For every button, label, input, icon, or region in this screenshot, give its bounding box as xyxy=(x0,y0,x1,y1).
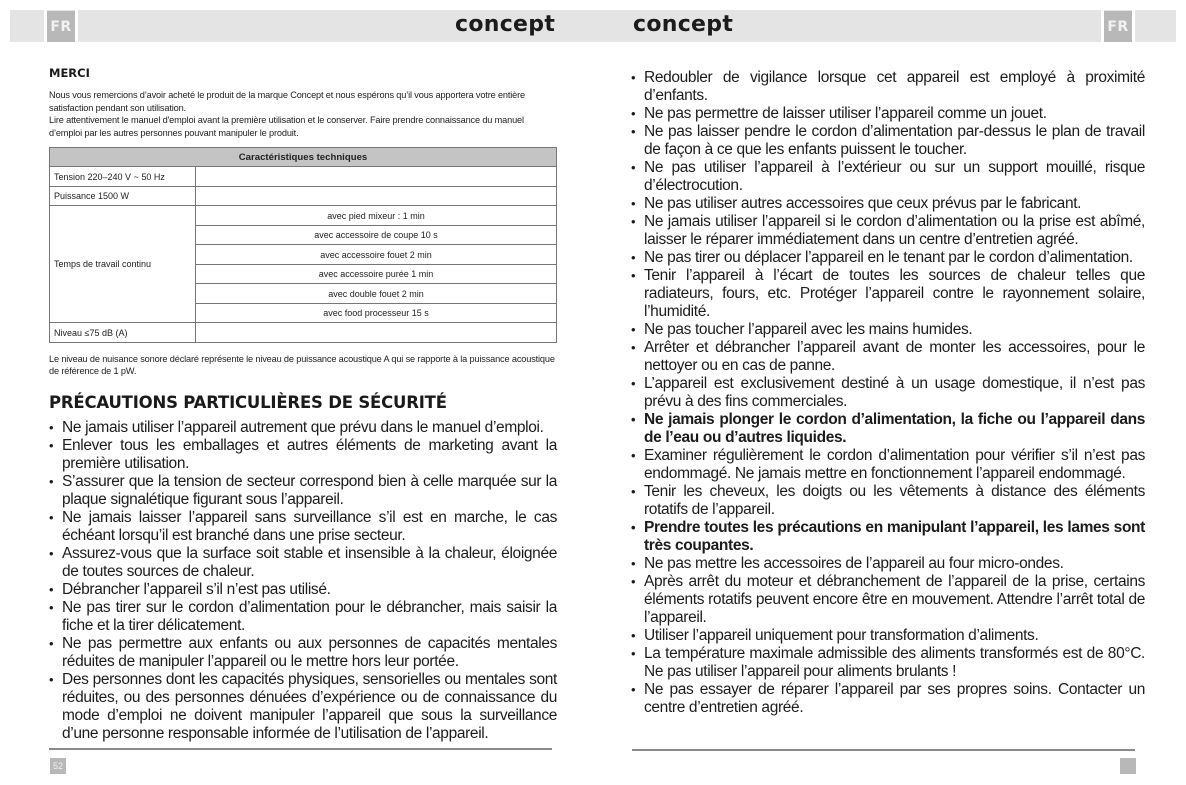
list-item: • Ne jamais utiliser l’appareil autrement que prévu dans le manuel d’emploi. xyxy=(49,419,557,437)
table-row xyxy=(50,323,557,343)
spec-temps-value: avec accessoire purée 1 min xyxy=(196,264,557,284)
safety-list-left xyxy=(49,419,557,743)
section-title-safety: PRÉCAUTIONS PARTICULIÈRES DE SÉCURITÉ xyxy=(49,393,447,413)
list-item: • Débrancher l’appareil s’il n’est pas utilisé. xyxy=(49,581,557,599)
language-badge-left: FR xyxy=(47,11,75,42)
list-item: • Assurez-vous que la surface soit stable et insensible à la chaleur, éloignée de toutes sources de chaleur. xyxy=(49,545,557,581)
table-row xyxy=(50,186,557,206)
list-item: • Ne pas laisser pendre le cordon d’alimentation par-dessus le plan de travail de façon à ce que les enfants puissent le toucher. xyxy=(631,123,1145,159)
list-item: • Ne pas tirer ou déplacer l’appareil en le tenant par le cordon d’alimentation. xyxy=(631,249,1145,267)
list-item: • Examiner régulièrement le cordon d’alimentation pour vérifier s’il n’est pas endommagé. Ne jamais mettre en fonctionnement l’appareil endommagé. xyxy=(631,447,1145,483)
brand-logo-left: concept xyxy=(455,12,556,37)
header-separator xyxy=(75,10,78,42)
spec-temps-value: avec accessoire fouet 2 min xyxy=(196,245,557,265)
specifications-table xyxy=(49,147,557,343)
table-row xyxy=(50,167,557,187)
spec-temps-value: avec double fouet 2 min xyxy=(196,284,557,304)
spec-empty-cell xyxy=(196,186,557,206)
page-number-left: 52 xyxy=(50,758,66,774)
intro-paragraph: Nous vous remercions d’avoir acheté le produit de la marque Concept et nous espérons qu’il vous apportera votre entière satisfaction pendant son utilisation. xyxy=(49,90,526,113)
list-item: • Ne pas toucher l’appareil avec les mains humides. xyxy=(631,321,1145,339)
list-item: • Enlever tous les emballages et autres éléments de marketing avant la première utilisation. xyxy=(49,437,557,473)
list-item: • L’appareil est exclusivement destiné à un usage domestique, il n’est pas prévu à des fins commerciales. xyxy=(631,375,1145,411)
safety-list-right xyxy=(631,69,1145,717)
list-item: • Ne pas utiliser l’appareil à l’extérieur ou sur un support mouillé, risque d’électrocution. xyxy=(631,159,1145,195)
header-separator xyxy=(1132,10,1135,42)
list-item: • Ne pas tirer sur le cordon d’alimentation pour le débrancher, mais saisir la fiche et la tirer délicatement. xyxy=(49,599,557,635)
list-item: • Tenir les cheveux, les doigts ou les vêtements à distance des éléments rotatifs de l’appareil. xyxy=(631,483,1145,519)
list-item: • Ne pas mettre les accessoires de l’appareil au four micro-ondes. xyxy=(631,555,1145,573)
left-page xyxy=(49,66,557,743)
table-header: Caractéristiques techniques xyxy=(50,148,557,167)
list-item: • Ne pas permettre de laisser utiliser l’appareil comme un jouet. xyxy=(631,105,1145,123)
list-item: • Ne jamais utiliser l’appareil si le cordon d’alimentation ou la prise est abîmé, laisser le réparer immédiatement dans un centre d’entretien agréé. xyxy=(631,213,1145,249)
list-item: • Ne pas utiliser autres accessoires que ceux prévus par le fabricant. xyxy=(631,195,1145,213)
spec-niveau: Niveau ≤75 dB (A) xyxy=(50,323,196,343)
list-item: • Après arrêt du moteur et débranchement de l’appareil de la prise, certains éléments rotatifs peuvent encore être en mouvement. Attendre l’arrêt total de l’appareil. xyxy=(631,573,1145,627)
noise-note: Le niveau de nuisance sonore déclaré représente le niveau de puissance acoustique A qui se rapporte à la puissance acoustique de référence de 1 pW. xyxy=(49,353,555,377)
spec-empty-cell xyxy=(196,323,557,343)
page-number-right xyxy=(1120,758,1136,774)
list-item: • Des personnes dont les capacités physiques, sensorielles ou mentales sont réduites, ou des personnes dénuées d’expérience ou de connaissance du mode d’emploi ne doivent manipuler l’appareil que sous la surveillance d’une personne responsable informée de l’utilisation de l’appareil. xyxy=(49,671,557,743)
list-item: • Redoubler de vigilance lorsque cet appareil est employé à proximité d’enfants. xyxy=(631,69,1145,105)
brand-logo-right: concept xyxy=(633,12,734,37)
footer-rule-right xyxy=(632,749,1135,751)
list-item: • S’assurer que la tension de secteur correspond bien à celle marquée sur la plaque signalétique figurant sous l’appareil. xyxy=(49,473,557,509)
right-page xyxy=(631,69,1145,717)
spec-temps-value: avec accessoire de coupe 10 s xyxy=(196,225,557,245)
footer-rule-left xyxy=(49,748,552,750)
language-badge-right: FR xyxy=(1104,11,1132,42)
spec-temps-value: avec pied mixeur : 1 min xyxy=(196,206,557,226)
list-item: • Arrêter et débrancher l’appareil avant de monter les accessoires, pour le nettoyer ou en cas de panne. xyxy=(631,339,1145,375)
list-item: • Ne jamais laisser l’appareil sans surveillance s’il est en marche, le cas échéant lorsqu’il est branché dans une prise secteur. xyxy=(49,509,557,545)
spec-puissance: Puissance 1500 W xyxy=(50,186,196,206)
intro-paragraph: Lire attentivement le manuel d'emploi avant la première utilisation et le conserver. Faire prendre connaissance du manuel d’emploi par les autres personnes pouvant manipuler le produit. xyxy=(49,115,524,138)
merci-heading: MERCI xyxy=(49,66,90,80)
list-item: • Prendre toutes les précautions en manipulant l’appareil, les lames sont très coupantes. xyxy=(631,519,1145,555)
spec-empty-cell xyxy=(196,167,557,187)
list-item: • Ne pas permettre aux enfants ou aux personnes de capacités mentales réduites de manipuler l’appareil ou le mettre hors leur portée. xyxy=(49,635,557,671)
spec-temps-label: Temps de travail continu xyxy=(50,206,196,323)
table-header-row xyxy=(50,148,557,167)
list-item: • Ne jamais plonger le cordon d’alimentation, la fiche ou l’appareil dans de l’eau ou d’autres liquides. xyxy=(631,411,1145,447)
list-item: • Tenir l’appareil à l’écart de toutes les sources de chaleur telles que radiateurs, fours, etc. Protéger l’appareil contre le rayonnement solaire, l’humidité. xyxy=(631,267,1145,321)
list-item: • Utiliser l’appareil uniquement pour transformation d’aliments. xyxy=(631,627,1145,645)
spec-temps-value: avec food processeur 15 s xyxy=(196,303,557,323)
list-item: • Ne pas essayer de réparer l’appareil par ses propres soins. Contacter un centre d’entretien agréé. xyxy=(631,681,1145,717)
spec-tension: Tension 220–240 V ~ 50 Hz xyxy=(50,167,196,187)
list-item: • La température maximale admissible des aliments transformés est de 80°C. Ne pas utiliser l’appareil pour aliments brulants ! xyxy=(631,645,1145,681)
table-row xyxy=(50,206,557,226)
